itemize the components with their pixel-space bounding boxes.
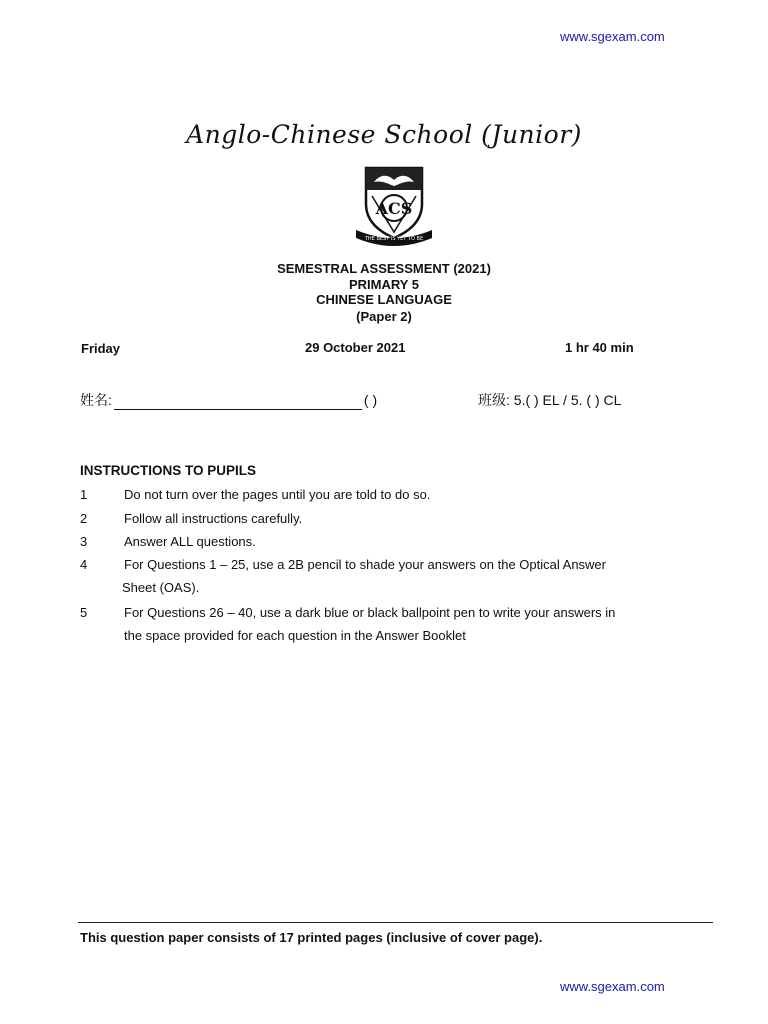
page-count-note: This question paper consists of 17 printed pages (inclusive of cover page). xyxy=(80,930,543,945)
assessment-paper: (Paper 2) xyxy=(356,309,412,324)
assessment-subject: CHINESE LANGUAGE xyxy=(316,292,452,307)
name-field xyxy=(80,390,377,410)
assessment-level: PRIMARY 5 xyxy=(348,277,420,292)
school-crest-icon xyxy=(352,162,436,246)
exam-date: 29 October 2021 xyxy=(305,340,406,355)
name-label: 姓名: xyxy=(80,392,112,408)
footer-divider xyxy=(78,922,713,923)
name-blank-line xyxy=(114,395,362,410)
exam-cover-page: www.sgexam.com Anglo-Chinese School (Junior) ACS THE BEST IS YET TO BE SEMESTRAL ASSESSMENT (2021) PRIMARY 5 CHINESE LANGUAGE (Paper 2) Friday 29 October 2021 1 hr 40 min 姓名: ( ) 班级: 5.( ) EL / 5. ( ) CL INSTRUCTIONS TO PUPILS 1 Do not turn over the pages until you are told to do so. 2 Follow all instructions carefully. 3 Answer ALL questions. 4 For Questions 1 – 25, use a 2B pencil to shade your answers on the Optical Answer Sheet (OAS). 5 For Questions 26 – 40, use a dark blue or black ballpoint pen to write your answers in the space provided for each question in the Answer Booklet This question paper consists of 17 printed pages (inclusive of cover page). www.sgexam.com xyxy=(0,0,768,1024)
class-field: 班级: 5.( ) EL / 5. ( ) CL xyxy=(478,392,622,408)
site-link-top[interactable]: www.sgexam.com xyxy=(560,29,665,44)
index-bracket: ( ) xyxy=(363,392,378,408)
instructions-title: INSTRUCTIONS TO PUPILS xyxy=(80,463,257,478)
site-link-bottom[interactable]: www.sgexam.com xyxy=(560,979,665,994)
assessment-title: SEMESTRAL ASSESSMENT (2021) xyxy=(277,261,491,276)
school-name: Anglo-Chinese School (Junior) xyxy=(186,120,582,149)
crest-letters: ACS xyxy=(375,199,413,218)
exam-day: Friday xyxy=(81,341,121,356)
exam-duration: 1 hr 40 min xyxy=(565,340,634,355)
crest-motto: THE BEST IS YET TO BE xyxy=(364,236,424,242)
